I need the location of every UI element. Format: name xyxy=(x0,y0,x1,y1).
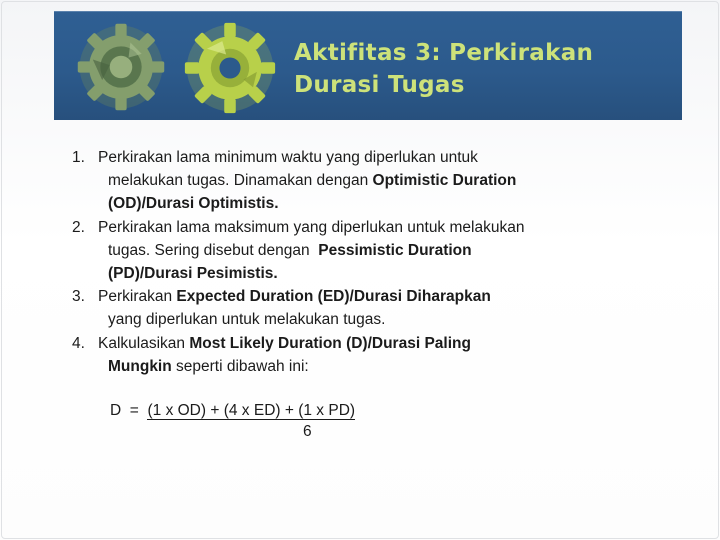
gear-icon xyxy=(182,20,278,116)
list-item-text xyxy=(98,332,632,378)
duration-formula xyxy=(110,400,356,440)
list-item-line: tugas. Sering disebut dengan xyxy=(108,241,319,259)
formula-denominator: 6 xyxy=(303,423,312,440)
list-item-text xyxy=(98,285,632,331)
numbered-list xyxy=(72,146,632,378)
list-item-emphasis: Mungkin xyxy=(108,357,172,375)
list-item-number: 1. xyxy=(72,149,85,166)
list-item-emphasis: Optimistic Duration xyxy=(372,172,517,190)
list-item xyxy=(72,216,632,286)
list-item-line: yang diperlukan untuk melakukan tugas. xyxy=(108,311,386,329)
list-item xyxy=(72,332,632,378)
list-item-number: 2. xyxy=(72,218,85,236)
list-item xyxy=(72,285,632,331)
list-item-line: Perkirakan lama maksimum yang diperlukan untuk melakukan xyxy=(98,218,525,236)
slide-title-line1: Aktifitas 3: Perkirakan xyxy=(294,40,594,66)
list-item-text xyxy=(98,146,632,216)
slide-title xyxy=(294,37,674,101)
list-item-line: melakukan tugas. Dinamakan dengan xyxy=(108,172,373,190)
list-item-emphasis: Pessimistic Duration xyxy=(318,241,472,259)
formula-numerator: (1 x OD) + (4 x ED) + (1 x PD) xyxy=(147,402,356,419)
gear-icon xyxy=(74,20,168,114)
list-item-line: Perkirakan lama minimum waktu yang diperlukan untuk xyxy=(98,149,478,166)
list-item-number: 3. xyxy=(72,288,85,306)
list-item-line: Kalkulasikan xyxy=(98,334,190,352)
list-item-line: Perkirakan xyxy=(98,288,177,306)
list-item xyxy=(72,146,632,216)
list-item-number: 4. xyxy=(72,334,85,352)
header-band xyxy=(54,11,682,120)
formula-lhs: D = xyxy=(110,402,148,419)
list-item-emphasis: (OD)/Durasi Optimistis. xyxy=(108,195,279,213)
list-item-emphasis: Expected Duration (ED)/Durasi Diharapkan xyxy=(176,288,491,306)
slide-title-line2: Durasi Tugas xyxy=(294,72,465,98)
list-item-text xyxy=(98,216,632,286)
list-item-emphasis: (PD)/Durasi Pesimistis. xyxy=(108,265,278,283)
list-item-line: seperti dibawah ini: xyxy=(171,357,309,375)
list-item-emphasis: Most Likely Duration (D)/Durasi Paling xyxy=(189,334,471,352)
